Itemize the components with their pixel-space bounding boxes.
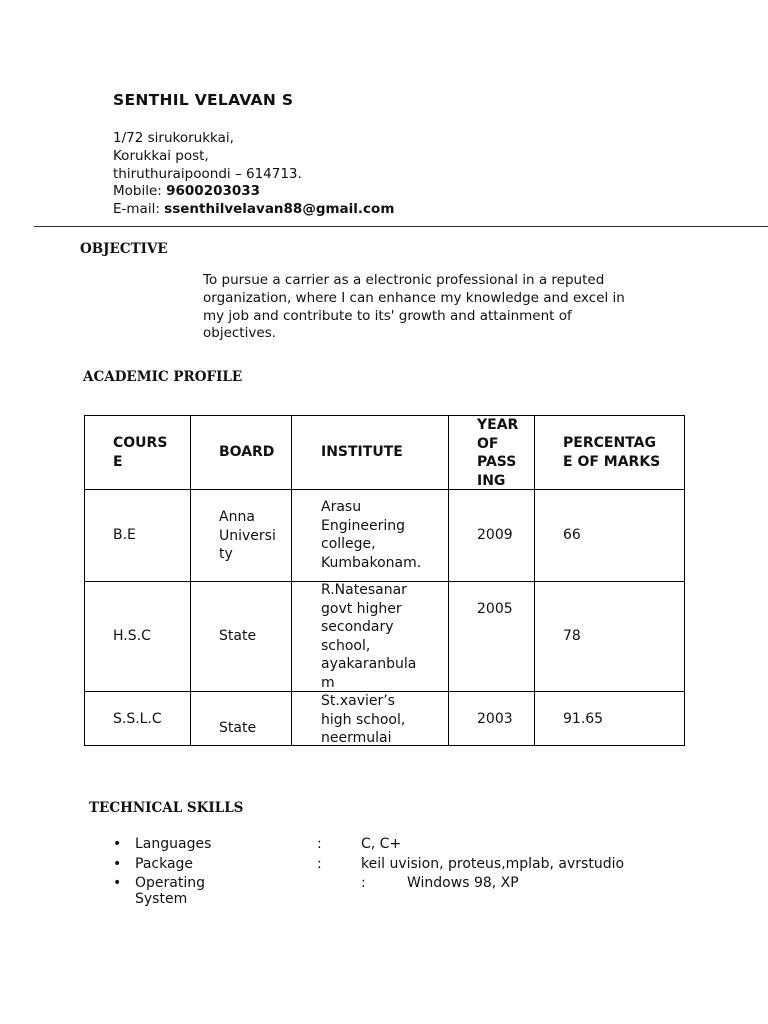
address-line: 1/72 sirukorukkai,: [113, 130, 234, 146]
table-cell-percentage: 91.65: [563, 711, 604, 727]
bullet-icon: •: [113, 875, 122, 891]
table-cell-board: State: [219, 720, 257, 736]
header-institute: INSTITUTE: [321, 444, 403, 460]
mobile-label: Mobile:: [113, 183, 167, 200]
objective-text: [203, 272, 693, 343]
skill-label: Package: [135, 855, 194, 872]
email-address: ssenthilvelavan88@gmail.com: [164, 201, 395, 218]
table-cell-year: 2009: [477, 527, 513, 543]
header-year-of-passing: YEAR OF PASS ING: [477, 417, 519, 489]
header-board: BOARD: [219, 444, 275, 460]
skill-colon: :: [317, 855, 322, 872]
table-cell-institute: St.xavier’s high school, neermulai: [321, 693, 406, 746]
table-cell-percentage: 66: [563, 527, 581, 543]
objective-line: To pursue a carrier as a electronic professional in a reputed: [203, 272, 605, 288]
academic-table: [84, 415, 685, 746]
mobile-line: [113, 183, 394, 201]
objective-line: my job and contribute to its' growth and attainment of: [203, 307, 572, 324]
skill-label: Operating System: [135, 875, 205, 907]
skill-colon: :: [317, 836, 322, 852]
header-percentage: PERCENTAG E OF MARKS: [563, 435, 661, 470]
candidate-name: SENTHIL VELAVAN S: [113, 91, 294, 109]
skill-value: Windows 98, XP: [407, 875, 519, 891]
skill-colon: :: [361, 875, 366, 891]
table-cell-course: B.E: [113, 527, 136, 543]
table-cell-board: State: [219, 628, 257, 644]
row-divider: [85, 489, 684, 490]
bullet-icon: •: [113, 836, 122, 852]
table-cell-institute: Arasu Engineering college, Kumbakonam.: [321, 499, 422, 571]
contact-block: [113, 130, 394, 219]
mobile-number: 9600203033: [166, 183, 261, 200]
header-divider: [34, 226, 768, 227]
academic-profile-heading: ACADEMIC PROFILE: [83, 369, 243, 385]
table-cell-year: 2003: [477, 711, 513, 727]
skill-value: C, C+: [361, 836, 402, 852]
objective-line: organization, where I can enhance my knowledge and excel in: [203, 289, 625, 306]
email-label: E-mail:: [113, 201, 165, 218]
table-cell-year: 2005: [477, 601, 513, 617]
address-line: Korukkai post,: [113, 147, 209, 164]
email-line: [113, 201, 394, 219]
bullet-icon: •: [113, 855, 122, 872]
table-cell-course: S.S.L.C: [113, 711, 162, 727]
objective-heading: OBJECTIVE: [80, 241, 168, 257]
skill-value: keil uvision, proteus,mplab, avrstudio: [361, 855, 625, 872]
table-cell-institute: R.Natesanar govt higher secondary school, ayakaranbula m: [321, 582, 417, 691]
objective-line: objectives.: [203, 325, 276, 342]
technical-skills-heading: TECHNICAL SKILLS: [89, 800, 244, 816]
table-cell-course: H.S.C: [113, 628, 151, 644]
header-course: COURS E: [113, 435, 168, 470]
address-line: thiruthuraipoondi – 614713.: [113, 165, 302, 182]
skill-label: Languages: [135, 836, 212, 852]
table-cell-board: Anna Universi ty: [219, 509, 276, 562]
table-cell-percentage: 78: [563, 628, 581, 644]
